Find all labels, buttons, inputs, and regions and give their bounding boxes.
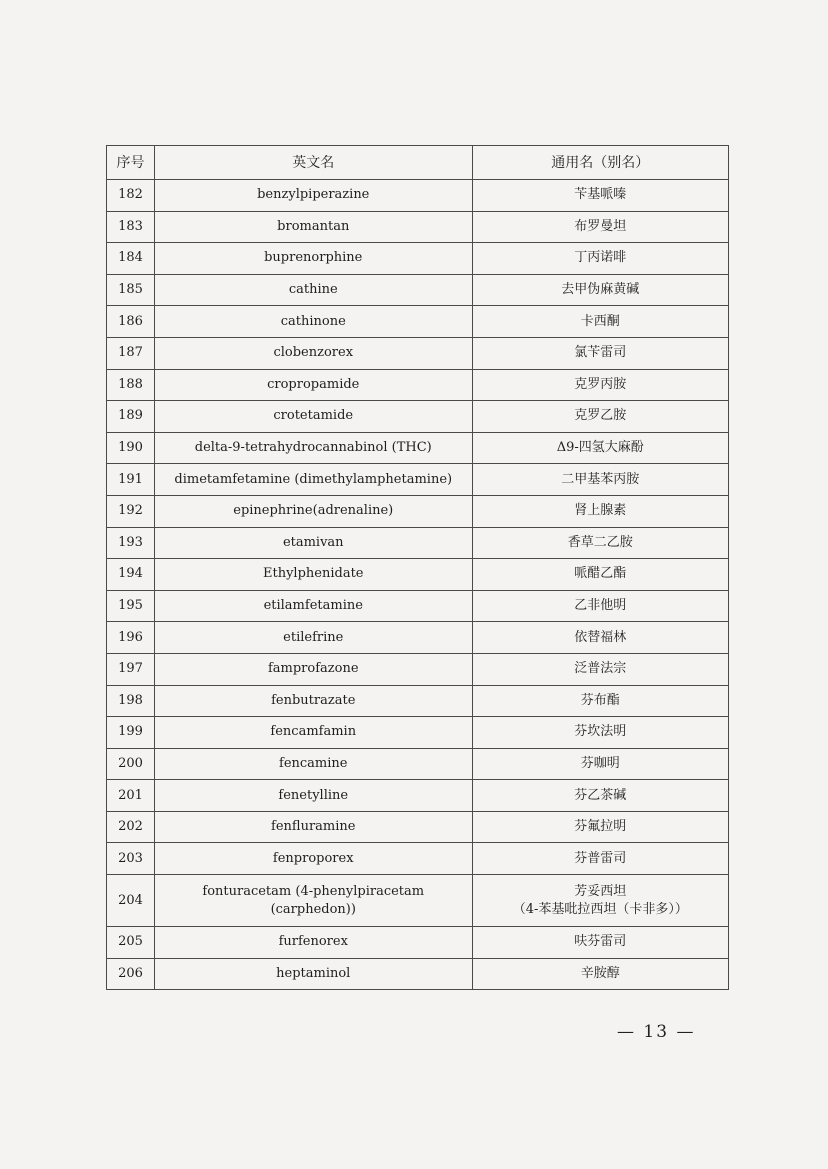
row-common-name [472,958,728,990]
table-row [107,958,729,990]
row-serial-number: 192 [107,495,155,527]
table-row [107,622,729,654]
row-serial-number: 184 [107,243,155,275]
row-serial-number: 197 [107,653,155,685]
table-row [107,927,729,959]
row-serial-number: 196 [107,622,155,654]
table-row [107,717,729,749]
substance-table [106,145,729,990]
row-english-name: crotetamide [154,401,472,433]
row-serial-number: 190 [107,432,155,464]
row-serial-number: 206 [107,958,155,990]
common-name-line: 香草二乙胺 [567,534,633,550]
row-english-name: fenproporex [154,843,472,875]
table-row [107,464,729,496]
table-row [107,685,729,717]
table-row [107,306,729,338]
row-serial-number: 187 [107,337,155,369]
row-common-name [472,927,728,959]
common-name-line: 芬乙茶碱 [574,787,627,803]
common-name-line: 克罗丙胺 [574,376,627,392]
common-name-line: 卡西酮 [580,313,620,329]
table-row [107,274,729,306]
row-serial-number: 198 [107,685,155,717]
row-english-name: clobenzorex [154,337,472,369]
table-row [107,811,729,843]
row-serial-number: 188 [107,369,155,401]
row-common-name [472,590,728,622]
row-serial-number: 191 [107,464,155,496]
row-serial-number: 182 [107,180,155,212]
common-name-line: 芬普雷司 [574,850,627,866]
header-common-name: 通用名（别名） [472,146,728,180]
row-common-name [472,211,728,243]
row-common-name [472,306,728,338]
common-name-line: 布罗曼坦 [574,218,627,234]
table-row [107,211,729,243]
common-name-line: 辛胺醇 [580,965,620,981]
row-common-name [472,464,728,496]
table-row [107,401,729,433]
common-name-line: 芬坎法明 [574,724,627,740]
row-common-name [472,622,728,654]
row-common-name [472,337,728,369]
common-name-line: 二甲基苯丙胺 [561,471,640,487]
common-name-line: 去甲伪麻黄碱 [561,282,640,298]
row-common-name [472,843,728,875]
row-common-name [472,875,728,927]
common-name-line: 氯苄雷司 [574,345,627,361]
common-name-line: 克罗乙胺 [574,408,627,424]
row-english-name: etamivan [154,527,472,559]
row-common-name [472,748,728,780]
common-name-line: 乙非他明 [574,598,627,614]
table-row [107,590,729,622]
row-english-name: furfenorex [154,927,472,959]
row-common-name [472,685,728,717]
row-serial-number: 200 [107,748,155,780]
common-name-line: 芬布酯 [580,692,620,708]
row-english-name: heptaminol [154,958,472,990]
table-row [107,432,729,464]
row-serial-number: 204 [107,875,155,927]
table-row [107,875,729,927]
row-common-name [472,780,728,812]
table-row [107,780,729,812]
header-english-name: 英文名 [154,146,472,180]
common-name-line: 芳妥西坦 [574,883,627,899]
table-row [107,337,729,369]
table-body [107,180,729,990]
row-common-name [472,811,728,843]
row-english-name: cathine [154,274,472,306]
common-name-line: 芬咖明 [580,755,620,771]
common-name-line: 哌醋乙酯 [574,566,627,582]
common-name-line: 泛普法宗 [574,661,627,677]
row-english-name: fenbutrazate [154,685,472,717]
page-number: — 13 — [617,1022,696,1042]
row-serial-number: 194 [107,559,155,591]
row-common-name [472,495,728,527]
row-common-name [472,432,728,464]
table-row [107,653,729,685]
row-serial-number: 186 [107,306,155,338]
row-english-name: fenetylline [154,780,472,812]
header-serial-number: 序号 [107,146,155,180]
row-english-name: delta-9-tetrahydrocannabinol (THC) [154,432,472,464]
row-serial-number: 201 [107,780,155,812]
row-english-name: fencamine [154,748,472,780]
table-row [107,180,729,212]
table-row [107,369,729,401]
table-row [107,748,729,780]
common-name-line: 丁丙诺啡 [574,250,627,266]
row-serial-number: 195 [107,590,155,622]
table-row [107,243,729,275]
table-row [107,495,729,527]
row-serial-number: 202 [107,811,155,843]
row-serial-number: 185 [107,274,155,306]
row-serial-number: 203 [107,843,155,875]
table-header-row [107,146,729,180]
table-row [107,527,729,559]
row-english-name: etilamfetamine [154,590,472,622]
row-common-name [472,369,728,401]
row-english-name: epinephrine(adrenaline) [154,495,472,527]
row-english-name: cropropamide [154,369,472,401]
common-name-line: 芬氟拉明 [574,819,627,835]
row-serial-number: 189 [107,401,155,433]
row-english-name: dimetamfetamine (dimethylamphetamine) [154,464,472,496]
row-english-name: fencamfamin [154,717,472,749]
common-name-line: （4-苯基吡拉西坦（卡非多）） [512,901,688,917]
row-common-name [472,717,728,749]
common-name-line: 肾上腺素 [574,503,627,519]
row-english-name: bromantan [154,211,472,243]
row-english-name: cathinone [154,306,472,338]
row-common-name [472,559,728,591]
row-english-name: fonturacetam (4-phenylpiracetam (carphedon)) [154,875,472,927]
row-serial-number: 205 [107,927,155,959]
row-english-name: etilefrine [154,622,472,654]
row-common-name [472,401,728,433]
row-common-name [472,527,728,559]
row-english-name: benzylpiperazine [154,180,472,212]
row-serial-number: 183 [107,211,155,243]
row-serial-number: 199 [107,717,155,749]
row-english-name: buprenorphine [154,243,472,275]
row-english-name: famprofazone [154,653,472,685]
row-common-name [472,180,728,212]
common-name-line: Δ9-四氢大麻酚 [556,440,644,456]
row-serial-number: 193 [107,527,155,559]
table-row [107,559,729,591]
table-row [107,843,729,875]
row-english-name: Ethylphenidate [154,559,472,591]
row-common-name [472,274,728,306]
row-english-name: fenfluramine [154,811,472,843]
row-common-name [472,653,728,685]
common-name-line: 呋芬雷司 [574,934,627,950]
row-common-name [472,243,728,275]
common-name-line: 苄基哌嗪 [574,187,627,203]
common-name-line: 依替福林 [574,629,627,645]
